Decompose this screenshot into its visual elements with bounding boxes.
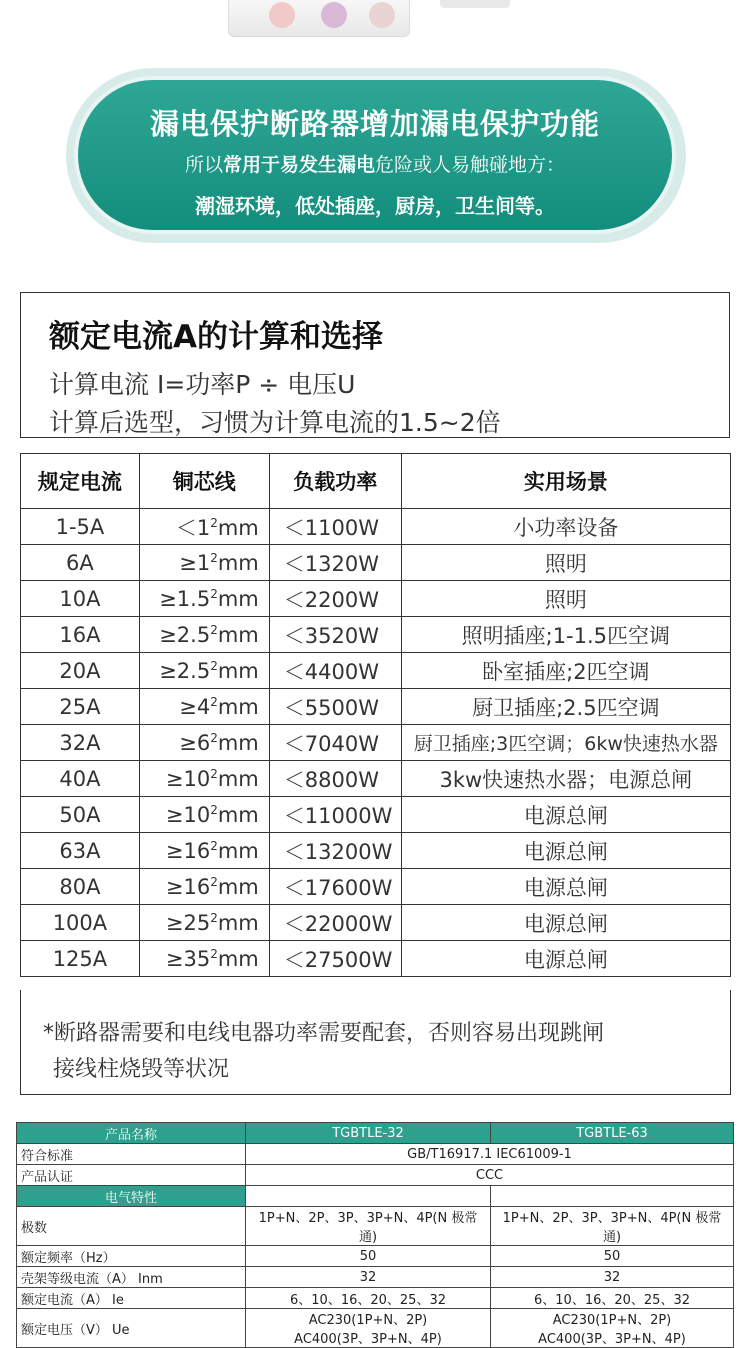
header-usage: 实用场景 — [401, 454, 730, 509]
usage-cell: 电源总闸 — [401, 905, 730, 941]
load-power-cell: ＜22000W — [269, 905, 401, 941]
wire-unit: mm — [217, 946, 259, 971]
product-image — [228, 0, 410, 37]
wire-unit: mm — [217, 874, 259, 899]
rated-current-cell: 50A — [21, 797, 140, 833]
rated-current-cell: 80A — [21, 869, 140, 905]
spec-row — [17, 1186, 734, 1207]
usage-cell: 照明 — [401, 545, 730, 581]
spec-row — [17, 1207, 734, 1246]
wire-unit: mm — [217, 694, 259, 719]
spec-row — [17, 1144, 734, 1165]
table-row — [21, 509, 731, 545]
wire-exponent: 2 — [210, 946, 218, 961]
wire-size: ＜1 — [175, 515, 211, 540]
usage-cell: 小功率设备 — [401, 509, 730, 545]
spec-section-label: 电气特性 — [17, 1186, 246, 1207]
wire-unit: mm — [217, 550, 259, 575]
table-row — [21, 725, 731, 761]
current-selection-table — [20, 453, 731, 977]
header-load-power: 负载功率 — [269, 454, 401, 509]
spec-label: 产品认证 — [17, 1165, 246, 1186]
wire-exponent: 2 — [210, 586, 218, 601]
load-power-cell: ＜8800W — [269, 761, 401, 797]
rated-current-cell: 1-5A — [21, 509, 140, 545]
wire-size: ≥1 — [179, 550, 211, 575]
copper-wire-cell — [139, 689, 269, 725]
load-power-cell: ＜7040W — [269, 725, 401, 761]
usage-cell: 电源总闸 — [401, 797, 730, 833]
copper-wire-cell — [139, 905, 269, 941]
wire-unit: mm — [217, 766, 259, 791]
banner-title: 漏电保护断路器增加漏电保护功能 — [149, 107, 600, 141]
wire-unit: mm — [217, 910, 259, 935]
spec-row — [17, 1165, 734, 1186]
spec-label: 额定电压（V） Ue — [17, 1309, 246, 1348]
spec-label: 额定电流（A） Ie — [17, 1288, 246, 1309]
spec-value-line: AC400(3P、3P+N、4P) — [538, 1332, 686, 1347]
copper-wire-cell — [139, 653, 269, 689]
spec-label: 壳架等级电流（A） Inm — [17, 1267, 246, 1288]
usage-cell: 电源总闸 — [401, 941, 730, 977]
spec-label: 产品名称 — [17, 1123, 246, 1144]
rated-current-cell: 40A — [21, 761, 140, 797]
note-line: *断路器需要和电线电器功率需要配套，否则容易出现跳闸 — [43, 1021, 605, 1046]
calculation-title: 额定电流A的计算和选择 — [49, 319, 383, 355]
table-row — [21, 905, 731, 941]
spec-empty — [491, 1186, 734, 1207]
rated-current-cell: 20A — [21, 653, 140, 689]
copper-wire-cell — [139, 833, 269, 869]
product-image-detail — [269, 2, 295, 28]
rated-current-cell: 100A — [21, 905, 140, 941]
banner-subtitle-highlight: 常用于易发生漏电 — [222, 154, 375, 176]
copper-wire-cell — [139, 581, 269, 617]
spec-row — [17, 1246, 734, 1267]
spec-value: 50 — [246, 1246, 491, 1267]
wire-size: ≥2.5 — [159, 658, 211, 683]
banner-subtitle-prefix: 所以 — [184, 154, 223, 176]
spec-value — [491, 1309, 734, 1348]
load-power-cell: ＜11000W — [269, 797, 401, 833]
header-copper-wire: 铜芯线 — [139, 454, 269, 509]
table-header-row — [21, 454, 731, 509]
wire-exponent: 2 — [210, 802, 218, 817]
rated-current-cell: 10A — [21, 581, 140, 617]
spec-row — [17, 1309, 734, 1348]
copper-wire-cell — [139, 797, 269, 833]
wire-exponent: 2 — [210, 515, 218, 530]
wire-exponent: 2 — [210, 694, 218, 709]
spec-label: 符合标准 — [17, 1144, 246, 1165]
load-power-cell: ＜5500W — [269, 689, 401, 725]
banner-locations: 潮湿环境，低处插座，厨房，卫生间等。 — [195, 194, 555, 218]
wire-unit: mm — [217, 730, 259, 755]
wire-unit: mm — [217, 515, 259, 540]
load-power-cell: ＜1100W — [269, 509, 401, 545]
spec-value-line: AC400(3P、3P+N、4P) — [294, 1332, 442, 1347]
wire-size: ≥16 — [165, 874, 211, 899]
spec-value: 32 — [491, 1267, 734, 1288]
usage-cell: 3kw快速热水器；电源总闸 — [401, 761, 730, 797]
spec-value: 32 — [246, 1267, 491, 1288]
table-row — [21, 545, 731, 581]
usage-cell: 照明 — [401, 581, 730, 617]
wire-unit: mm — [217, 586, 259, 611]
wire-size: ≥1.5 — [159, 586, 211, 611]
load-power-cell: ＜3520W — [269, 617, 401, 653]
note-box — [20, 990, 731, 1095]
table-row — [21, 761, 731, 797]
note-line: 接线柱烧毁等状况 — [53, 1057, 230, 1082]
spec-value: CCC — [246, 1165, 734, 1186]
wire-exponent: 2 — [210, 838, 218, 853]
spec-value: 6、10、16、20、25、32 — [491, 1288, 734, 1309]
calculation-box — [20, 292, 730, 438]
rated-current-cell: 6A — [21, 545, 140, 581]
spec-value: 1P+N、2P、3P、3P+N、4P(N 极常通) — [491, 1207, 734, 1246]
calculation-note: 计算后选型，习惯为计算电流的1.5~2倍 — [49, 408, 501, 437]
usage-cell: 电源总闸 — [401, 833, 730, 869]
spec-value-line: AC230(1P+N、2P) — [552, 1313, 672, 1328]
spec-label: 额定频率（Hz） — [17, 1246, 246, 1267]
wire-unit: mm — [217, 802, 259, 827]
spec-row — [17, 1288, 734, 1309]
rated-current-cell: 16A — [21, 617, 140, 653]
wire-size: ≥4 — [179, 694, 211, 719]
wire-exponent: 2 — [210, 766, 218, 781]
spec-value: GB/T16917.1 IEC61009-1 — [246, 1144, 734, 1165]
usage-cell: 电源总闸 — [401, 869, 730, 905]
calculation-formula: 计算电流 I=功率P ÷ 电压U — [49, 370, 356, 399]
spec-value — [246, 1309, 491, 1348]
wire-size: ≥25 — [165, 910, 211, 935]
spec-label: 极数 — [17, 1207, 246, 1246]
table-row — [21, 689, 731, 725]
copper-wire-cell — [139, 617, 269, 653]
wire-size: ≥2.5 — [159, 622, 211, 647]
usage-cell: 卧室插座;2匹空调 — [401, 653, 730, 689]
wire-exponent: 2 — [210, 910, 218, 925]
spec-value: 50 — [491, 1246, 734, 1267]
banner-subtitle-suffix: 危险或人易触碰地方： — [375, 154, 566, 176]
table-row — [21, 797, 731, 833]
spec-row — [17, 1123, 734, 1144]
table-row — [21, 869, 731, 905]
load-power-cell: ＜17600W — [269, 869, 401, 905]
wire-unit: mm — [217, 658, 259, 683]
copper-wire-cell — [139, 761, 269, 797]
feature-banner — [78, 80, 672, 230]
copper-wire-cell — [139, 725, 269, 761]
table-row — [21, 617, 731, 653]
wire-size: ≥35 — [165, 946, 211, 971]
wire-size: ≥16 — [165, 838, 211, 863]
copper-wire-cell — [139, 545, 269, 581]
copper-wire-cell — [139, 941, 269, 977]
table-row — [21, 833, 731, 869]
product-image-partial — [440, 0, 510, 8]
wire-exponent: 2 — [210, 622, 218, 637]
wire-size: ≥10 — [165, 802, 211, 827]
rated-current-cell: 25A — [21, 689, 140, 725]
spec-table — [16, 1122, 734, 1348]
spec-row — [17, 1267, 734, 1288]
spec-model: TGBTLE-32 — [246, 1123, 491, 1144]
spec-value-line: AC230(1P+N、2P) — [308, 1313, 428, 1328]
spec-model: TGBTLE-63 — [491, 1123, 734, 1144]
load-power-cell: ＜4400W — [269, 653, 401, 689]
spec-value: 1P+N、2P、3P、3P+N、4P(N 极常通) — [246, 1207, 491, 1246]
rated-current-cell: 63A — [21, 833, 140, 869]
table-row — [21, 581, 731, 617]
wire-exponent: 2 — [210, 874, 218, 889]
wire-exponent: 2 — [210, 730, 218, 745]
load-power-cell: ＜13200W — [269, 833, 401, 869]
table-row — [21, 941, 731, 977]
rated-current-cell: 32A — [21, 725, 140, 761]
wire-size: ≥10 — [165, 766, 211, 791]
banner-subtitle — [78, 150, 672, 177]
product-image-detail — [321, 2, 347, 28]
load-power-cell: ＜27500W — [269, 941, 401, 977]
wire-unit: mm — [217, 838, 259, 863]
copper-wire-cell — [139, 509, 269, 545]
wire-size: ≥6 — [179, 730, 211, 755]
header-rated-current: 规定电流 — [21, 454, 140, 509]
wire-unit: mm — [217, 622, 259, 647]
wire-exponent: 2 — [210, 658, 218, 673]
rated-current-cell: 125A — [21, 941, 140, 977]
copper-wire-cell — [139, 869, 269, 905]
usage-cell: 厨卫插座;3匹空调；6kw快速热水器 — [401, 725, 730, 761]
load-power-cell: ＜2200W — [269, 581, 401, 617]
spec-empty — [246, 1186, 491, 1207]
table-row — [21, 653, 731, 689]
wire-exponent: 2 — [210, 550, 218, 565]
spec-value: 6、10、16、20、25、32 — [246, 1288, 491, 1309]
usage-cell: 照明插座;1-1.5匹空调 — [401, 617, 730, 653]
load-power-cell: ＜1320W — [269, 545, 401, 581]
product-image-detail — [369, 2, 395, 28]
usage-cell: 厨卫插座;2.5匹空调 — [401, 689, 730, 725]
